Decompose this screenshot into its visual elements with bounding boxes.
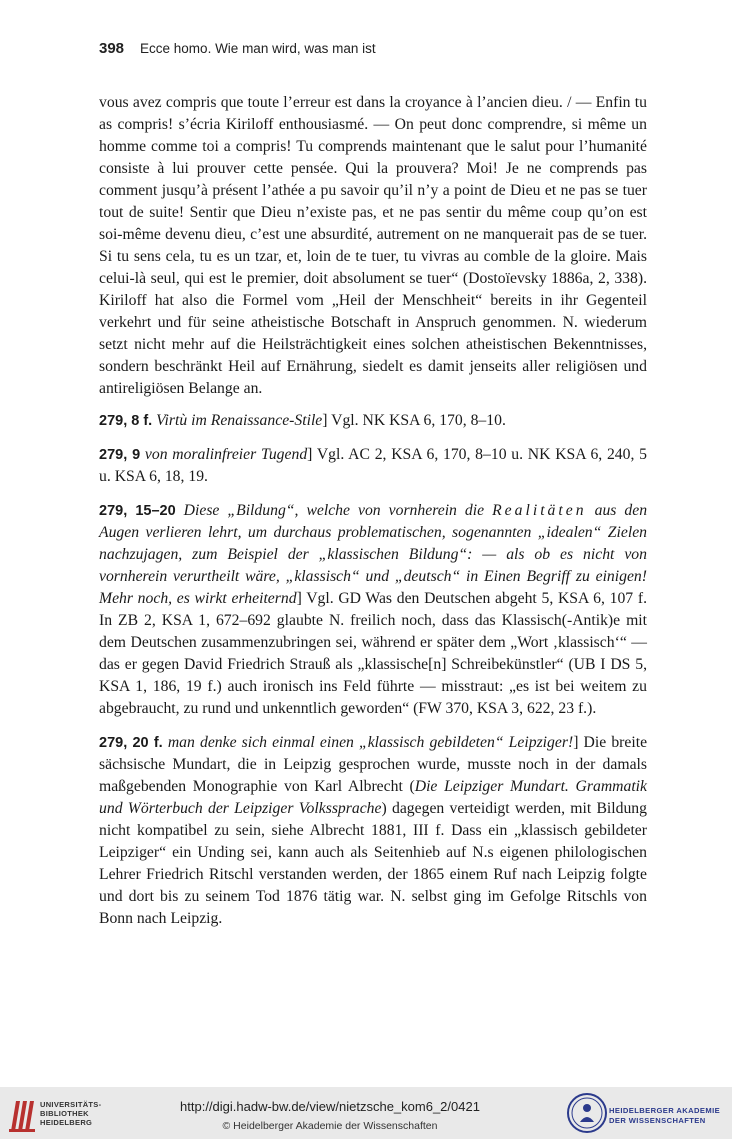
line-reference: 279, 8 f. [99,413,153,429]
running-header [99,40,659,64]
academy-logo-text: HEIDELBERGER AKADEMIE DER WISSENSCHAFTEN [609,1106,721,1125]
academy-logo[interactable] [566,1092,728,1136]
entry-text: ] Vgl. GD Was den Deutschen abgeht 5, KSA 6, 107 f. In ZB 2, KSA 1, 672–692 glaubte N. freilich noch, dass das Klassisch(-Antik)e mit dem Deutschen zusammenzubringen sei, während er später dem „Wort ‚klassisch‘“ — das er gegen David Friedrich Strauß als „klassische[n] Schreibekünstler“ (UB I DS 5, KSA 1, 186, 19 f.) auch ironisch ins Feld führte — misstraut: „es ist bei weitem zu abgebraucht, zu rund und unkenntlich geworden“ (FW 370, KSA 3, 622, 23 f.). [99,590,647,717]
paragraph-continuation: vous avez compris que toute l’erreur est dans la croyance à l’ancien dieu. / — Enfin tu as compris! s’écria Kiriloff enthousiasmé. — On peut donc comprendre, si même un homme comme toi a compris! Tu comprends maintenant que le salut pour l’humanité consiste à lui prouver cette pensée. Qui la prouvera? Moi! Je ne comprends pas comment jusqu’à présent l’athée a pu savoir qu’il n’y a point de Dieu et ne pas se tuer tout de suite! Sentir que Dieu n’existe pas, et ne pas sentir du même coup qu’on est soi-même devenu dieu, c’est une absurdité, autrement on ne manquerait pas de se tuer. Si tu sens cela, tu es un tzar, et, loin de te tuer, tu vivras au comble de la gloire. Mais celui-là seul, qui est le premier, doit absolument se tuer“ (Dostoïevsky 1886a, 2, 338). Kiriloff hat also die Formel vom „Heil der Menschheit“ bereits in ihr Gegenteil verkehrt und für seine atheistische Botschaft in Anspruch genommen. N. wiederum setzt nicht mehr auf die Heilsträchtigkeit eines solchen atheistischen Bekenntnisses, sondern beschränkt Heil auf Ernährung, siedelt es damit jenseits aller religiösen und antireligiösen Belange an. [99,94,647,397]
library-logo[interactable] [8,1095,108,1135]
lemma: von moralinfreier Tugend [144,446,308,463]
line-reference: 279, 15–20 [99,503,176,519]
page-footer [0,1087,732,1139]
lemma: man denke sich einmal einen „klassisch gebildeten“ Leipziger! [167,734,574,751]
line-reference: 279, 9 [99,447,141,463]
copyright-notice: © Heidelberger Akademie der Wissenschaften [222,1120,438,1132]
commentary-entry [99,500,647,720]
academy-seal-icon [566,1092,608,1134]
book-title: Die Leipziger Mundart. Grammatik und Wörterbuch der Leipziger Volkssprache [99,778,647,817]
line-reference: 279, 20 f. [99,735,163,751]
entry-text: ) dagegen verteidigt werden, mit Bildung nicht kompatibel zu sein, siehe Albrecht 1881, III f. Dass ein „klassisch gebildeter Leipziger“ ein Unding sei, kann auch als Seitenhieb auf N.s eigenen philologischen Lehrer Friedrich Ritschl verstanden werden, der 1865 einem Ruf nach Leipzig folgte und dort bis zu seinem Tod 1876 tätig war. N. selbst ging im Gefolge Ritschls von Bonn nach Leipzig. [99,800,647,927]
lemma: Virtù im Renaissance-Stile [156,412,323,429]
lemma-spaced-word: Realitäten [492,502,587,519]
entry-text: ] Die breite sächsische Mundart, die in Leipzig gesprochen wurde, musste noch in der damals maßgebenden Monographie von Karl Albrecht ( [99,734,648,795]
commentary-entry [99,410,647,432]
entry-text: ] Vgl. NK KSA 6, 170, 8–10. [322,412,506,429]
page-number: 398 [99,40,125,57]
lemma-part: Diese „Bildung“, welche von vornherein die [183,502,485,519]
library-logo-text: UNIVERSITÄTS- BIBLIOTHEK HEIDELBERG [40,1100,102,1127]
commentary-entry [99,732,647,930]
source-url-link[interactable]: http://digi.hadw-bw.de/view/nietzsche_kom6_2/0421 [180,1099,480,1114]
running-title: Ecce homo. Wie man wird, was man ist [140,41,376,56]
entry-text: ] Vgl. AC 2, KSA 6, 170, 8–10 u. NK KSA 6, 240, 5 u. KSA 6, 18, 19. [99,446,647,485]
commentary-body [99,92,647,942]
lemma-part: aus den Augen verlieren lehrt, um durchaus problematischen, sogenannten „idealen“ Zielen nachzujagen, zum Beispiel der „klassischen Bildung“: — als ob es nicht von vornherein verurtheilt wäre, „klassisch“ und „deutsch“ in Einen Begriff zu einigen! Mehr noch, es wirkt erheiternd [99,502,648,607]
ub-heidelberg-logo-icon [8,1097,38,1133]
commentary-entry [99,444,647,488]
